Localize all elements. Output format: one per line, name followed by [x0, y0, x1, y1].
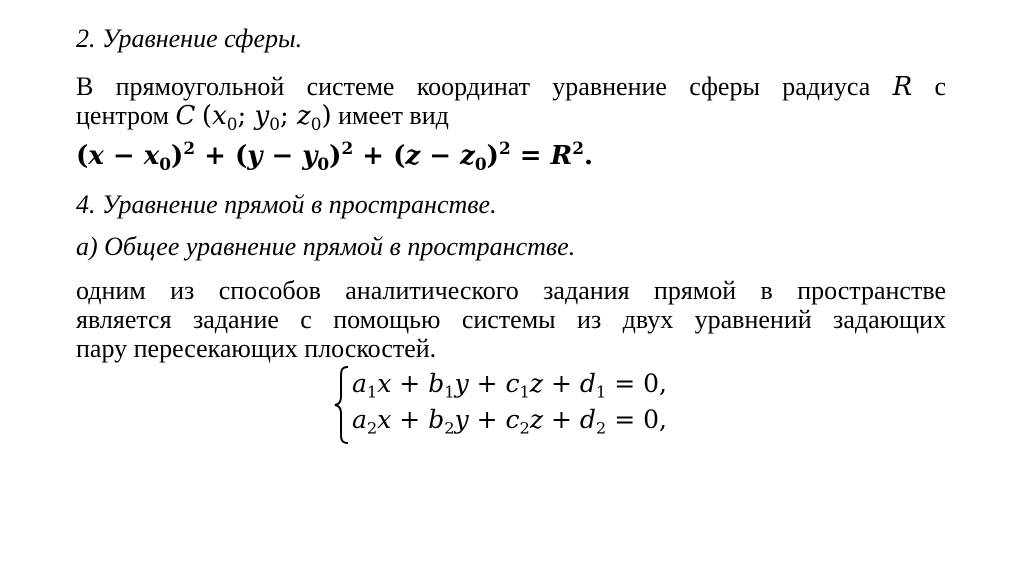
section-2-title: 2. Уравнение сферы.	[76, 24, 303, 53]
sphere-text-line-1: В прямоугольной системе координат уравнение сферы радиуса R с	[76, 72, 946, 102]
system-equation-2: $a_2x + b_2y + c_2z + d_2 = 0$,	[352, 405, 667, 438]
section-4-title: 4. Уравнение прямой в пространстве.	[76, 190, 497, 219]
left-brace-icon	[334, 366, 350, 444]
sphere-equation: $(x - x_0)^2 + (y - y_0)^2 + (z - z_0)^2 = R^2$.	[76, 137, 594, 174]
line-text-line-2: является задание с помощью системы из двух уравнений задающих	[76, 305, 946, 334]
line-text-line-1: одним из способов аналитического задания прямой в пространстве	[76, 276, 946, 305]
line-text-line-3: пару пересекающих плоскостей.	[76, 334, 437, 363]
section-4a-subtitle: а) Общее уравнение прямой в пространстве.	[76, 232, 576, 261]
system-equation-1: $a_1x + b_1y + c_1z + d_1 = 0$,	[352, 369, 667, 402]
sphere-text-line-2: центром C ($x_0$; $y_0$; $z_0$) имеет вид	[76, 101, 449, 134]
